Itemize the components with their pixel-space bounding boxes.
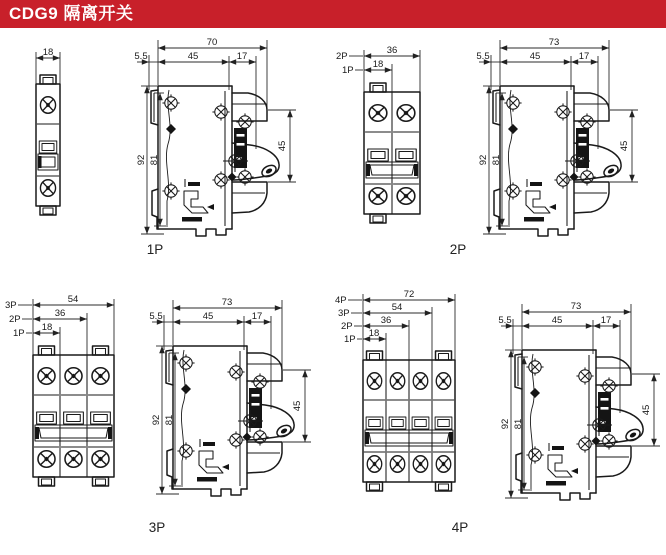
pole-label-1p: 1P (342, 65, 354, 76)
dim-depth: 45 (292, 400, 303, 412)
caption-3p: 3P (148, 520, 166, 535)
dim-total: 70 (206, 37, 218, 48)
dim-height-outer: 92 (136, 154, 147, 166)
breaker-front-view-4p (333, 289, 468, 494)
dim-height-inner: 81 (491, 154, 502, 166)
front-body-1p (36, 75, 60, 215)
dim-width-2p: 36 (386, 45, 398, 56)
front-body-4p (363, 351, 455, 491)
dim-height-outer: 92 (151, 414, 162, 426)
front-dimensions-2p (349, 50, 420, 92)
dim-width-3p: 54 (67, 294, 79, 305)
front-body-3p (33, 346, 114, 486)
dim-upper-a: 45 (202, 311, 214, 322)
pole-label-1p: 1P (344, 334, 356, 345)
dim-width-2p: 36 (54, 308, 66, 319)
breaker-side-view-3p (143, 293, 328, 508)
pole-module (387, 373, 408, 472)
pole-label-1p: 1P (13, 328, 25, 339)
dim-height-inner: 81 (149, 154, 160, 166)
pole-module (37, 97, 59, 196)
dim-offset: 5.5 (134, 51, 148, 62)
front-body-2p (364, 83, 420, 223)
breaker-front-view-3p (3, 294, 133, 493)
dim-upper-a: 45 (529, 51, 541, 62)
pole-module (410, 373, 431, 472)
dim-width-3p: 54 (391, 302, 403, 313)
pole-module (393, 105, 419, 204)
breaker-side-view-2p (470, 33, 655, 248)
breaker-front-view-2p (334, 46, 434, 232)
pole-module (364, 373, 385, 472)
pole-module (365, 105, 391, 204)
pole-module (88, 368, 113, 467)
breaker-side-view-4p (492, 297, 666, 512)
caption-2p: 2P (449, 242, 467, 257)
dim-upper-b: 17 (236, 51, 248, 62)
pole-label-2p: 2P (336, 51, 348, 62)
dim-width-1p: 18 (372, 59, 384, 70)
breaker-side-view-1p (128, 33, 313, 248)
dim-upper-b: 17 (578, 51, 590, 62)
dim-total: 73 (221, 297, 233, 308)
dim-height-outer: 92 (500, 418, 511, 430)
dim-offset: 5.5 (476, 51, 490, 62)
pole-label-2p: 2P (9, 314, 21, 325)
dim-height-outer: 92 (478, 154, 489, 166)
pole-module (61, 368, 86, 467)
dim-height-inner: 81 (164, 414, 175, 426)
dim-height-inner: 81 (513, 418, 524, 430)
dim-offset: 5.5 (149, 311, 163, 322)
dim-width-4p: 72 (403, 289, 415, 300)
dim-upper-a: 45 (551, 315, 563, 326)
dim-upper-a: 45 (187, 51, 199, 62)
dim-width-1p: 18 (41, 322, 53, 333)
dim-upper-b: 17 (251, 311, 263, 322)
pole-module (34, 368, 59, 467)
caption-4p: 4P (451, 520, 469, 535)
dim-width-1p: 18 (42, 47, 54, 58)
pole-label-3p: 3P (5, 300, 17, 311)
dim-width-1p: 18 (368, 328, 380, 339)
pole-label-3p: 3P (338, 308, 350, 319)
dim-depth: 45 (641, 404, 652, 416)
dim-total: 73 (570, 301, 582, 312)
pole-label-2p: 2P (341, 321, 353, 332)
dim-total: 73 (548, 37, 560, 48)
dim-depth: 45 (277, 140, 288, 152)
dim-offset: 5.5 (498, 315, 512, 326)
caption-1p: 1P (146, 242, 164, 257)
pole-label-4p: 4P (335, 295, 347, 306)
dim-width-2p: 36 (380, 315, 392, 326)
header-banner (0, 0, 666, 28)
dim-depth: 45 (619, 140, 630, 152)
page-title: CDG9 隔离开关 (9, 4, 134, 23)
pole-module (433, 373, 454, 472)
breaker-front-view-1p (18, 44, 80, 224)
dim-upper-b: 17 (600, 315, 612, 326)
